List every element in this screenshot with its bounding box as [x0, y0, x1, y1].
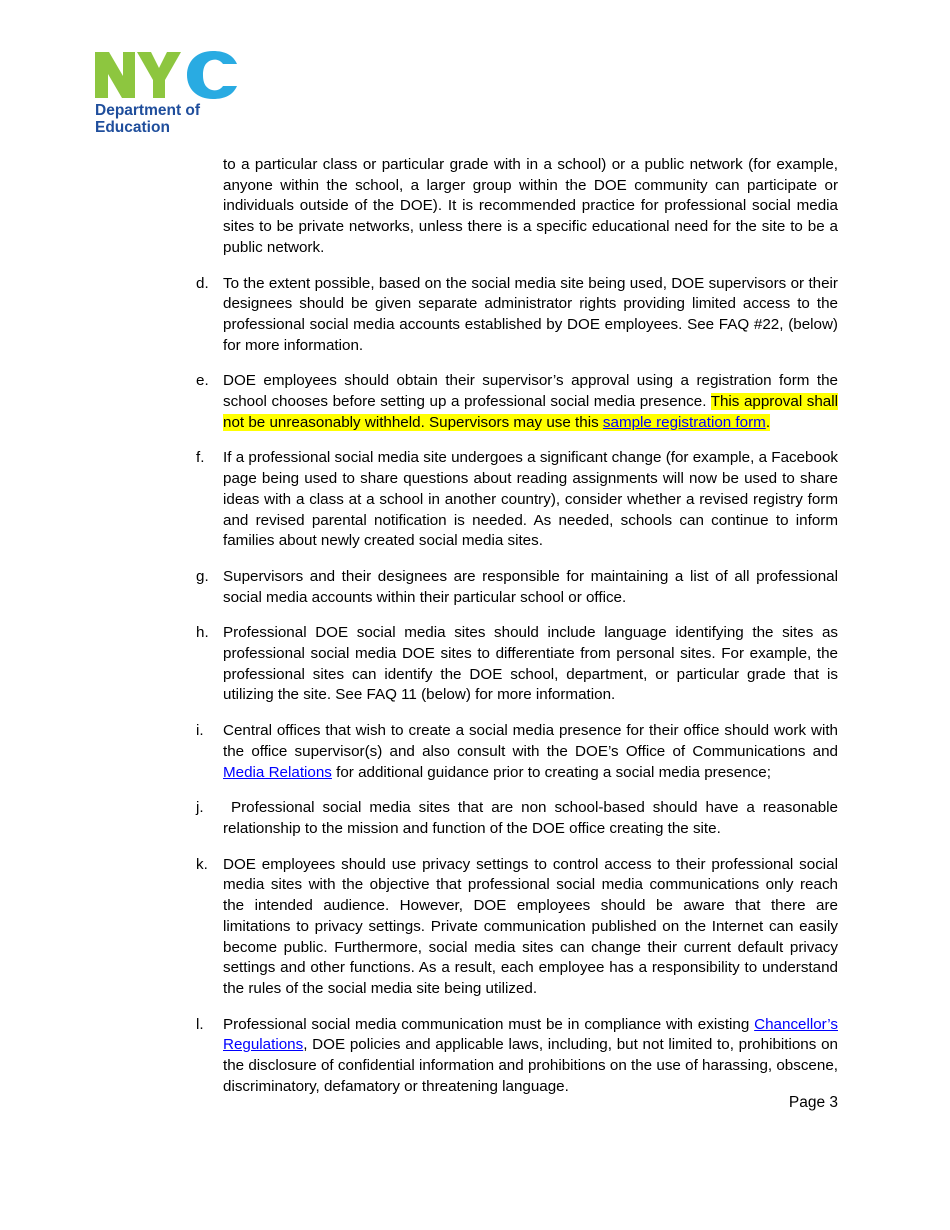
list-marker: i. — [196, 722, 204, 740]
list-item-text: DOE employees should use privacy settings to control access to their professional social media sites with the objective that professional social media communications only reach the intended audience. However, DOE employees should be aware that there are limitations to privacy settings. Private communication published on the Internet can easily become public. Furthermore, social media sites can change their current default privacy settings and other functions. As a result, each employee has a responsibility to understand the rules of the social media site being utilized. — [223, 855, 838, 997]
list-item-e — [196, 371, 838, 433]
list-item-text-end: for additional guidance prior to creating a social media presence; — [331, 763, 771, 781]
list-marker: f. — [196, 449, 205, 467]
list-marker: h. — [196, 624, 209, 642]
list-item-text: Supervisors and their designees are responsible for maintaining a list of all professional social media accounts within their particular school or office. — [223, 567, 838, 606]
highlight-text: This approval shall not be unreasonably withheld. Supervisors may use this — [223, 393, 839, 431]
media-relations-link[interactable]: Media Relations — [223, 763, 332, 781]
list-item-l — [196, 1015, 838, 1098]
logo-wordmark — [95, 102, 200, 136]
list-marker: j. — [196, 799, 204, 817]
list-item-text: Professional DOE social media sites should include language identifying the sites as professional social media DOE sites to differentiate from personal sites. For example, the professional sites can identify the DOE school, department, or particular grade that is utilizing the site. See FAQ 11 (below) for more information. — [223, 624, 838, 704]
list-item-text: Professional social media communication must be in compliance with existing — [223, 1015, 755, 1033]
list-marker: k. — [196, 855, 208, 873]
list-item-text: To the extent possible, based on the social media site being used, DOE supervisors or their designees should be given separate administrator rights providing limited access to the professional social media accounts established by DOE employees. See FAQ #22, (below) for more information. — [223, 274, 838, 354]
list-item-g — [196, 567, 838, 608]
list-item-j — [196, 798, 843, 839]
list-marker: e. — [196, 372, 209, 390]
list-item-d — [196, 274, 838, 357]
logo-letter-n — [95, 52, 135, 98]
list-item-k — [196, 855, 838, 1000]
sample-registration-form-link[interactable]: sample registration form — [602, 413, 766, 431]
page-number: Page 3 — [788, 1094, 838, 1111]
logo-line-1: Department of — [95, 102, 201, 119]
list-item-h — [196, 623, 838, 706]
list-item-text: If a professional social media site undergoes a significant change (for example, a Facebook page being used to share questions about reading assignments will now be used to share ideas with a class at a school in another country), consider whether a revised registry form and revised parental notification is needed. As needed, schools can continue to inform families about newly created social media sites. — [223, 449, 838, 550]
list-item-text: Central offices that wish to create a social media presence for their office should work with the office supervisor(s) and also consult with the DOE’s Office of Communications and — [223, 722, 838, 760]
continued-paragraph: to a particular class or particular grade with in a school) or a public network (for example, anyone within the school, a larger group within the DOE community can participate or individuals outside of the DOE). It is recommended practice for professional social media sites to be private networks, unless there is a specific educational need for the site to be a public network. — [223, 156, 838, 256]
list-item-i — [196, 721, 838, 783]
chancellors-regulations-link[interactable]: Chancellor’s Regulations — [223, 1015, 838, 1054]
nyc-logo-letters — [93, 50, 239, 100]
list-marker: g. — [196, 567, 209, 585]
list-item-text-end: , DOE policies and applicable laws, including, but not limited to, prohibitions on the disclosure of confidential information and prohibitions on the use of harassing, obscene, discriminatory, defamatory or threatening language. — [223, 1036, 838, 1095]
logo-line-2: Education — [95, 119, 170, 136]
logo-letter-y — [137, 52, 181, 98]
highlight-end: . — [765, 413, 771, 431]
list-marker: l. — [196, 1015, 204, 1033]
list-item-text: DOE employees should obtain their supervisor’s approval using a registration form the school chooses before setting up a professional social media presence. — [223, 372, 838, 411]
list-item-f — [196, 448, 838, 552]
document-body — [196, 155, 843, 1097]
logo-letter-c — [187, 51, 237, 99]
list-item-text: Professional social media sites that are non school-based should have a reasonable relationship to the mission and function of the DOE office creating the site. — [223, 799, 843, 837]
list-marker: d. — [196, 274, 209, 292]
nyc-doe-logo — [93, 50, 239, 140]
